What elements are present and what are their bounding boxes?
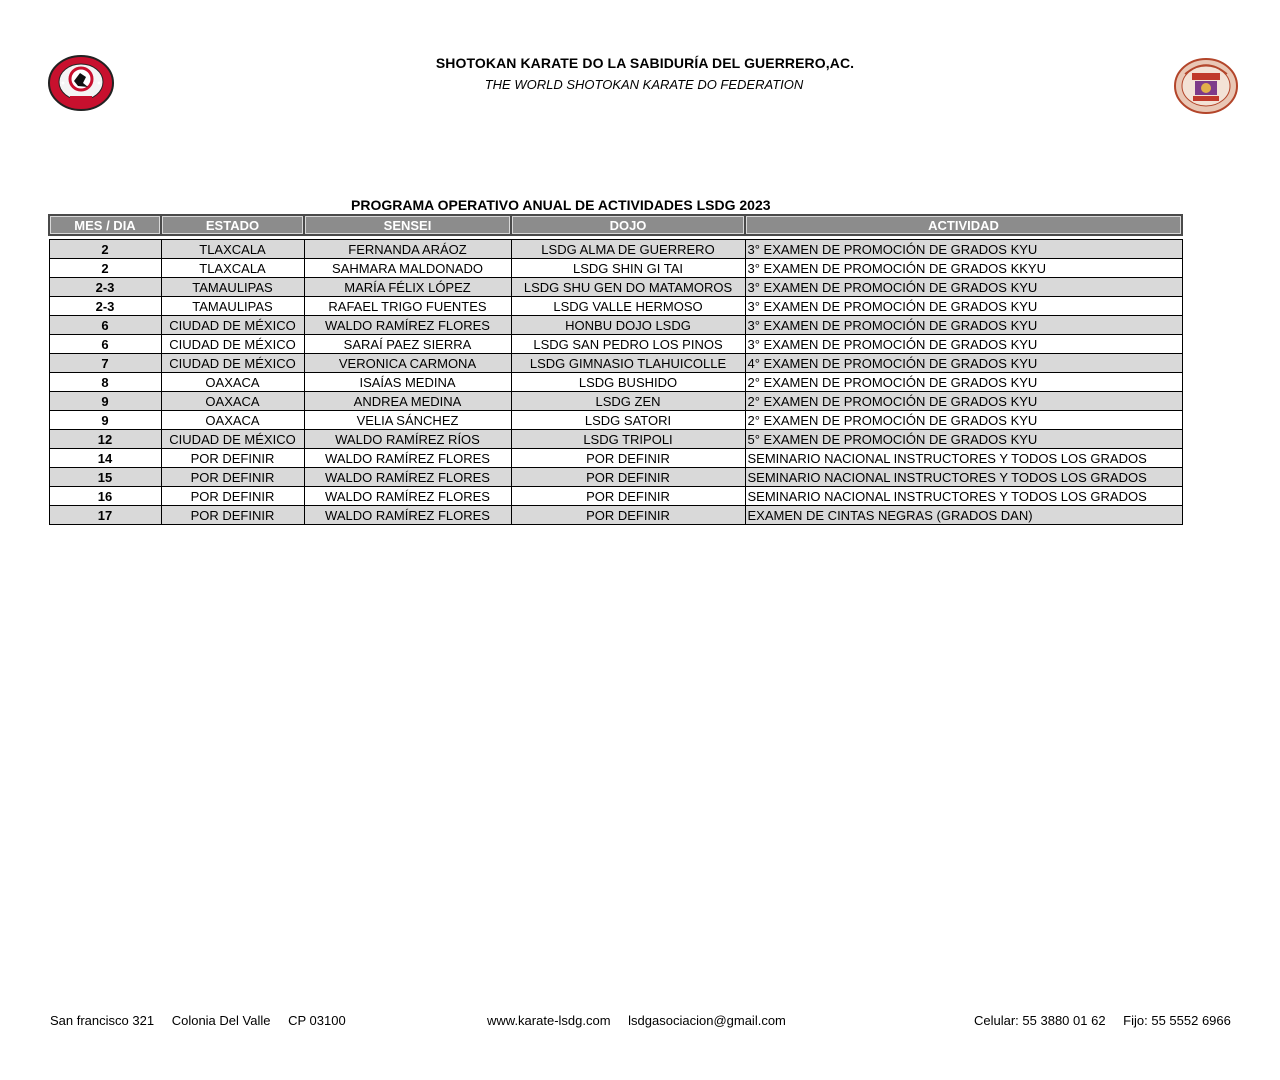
cell-actividad: 3° EXAMEN DE PROMOCIÓN DE GRADOS KKYU (745, 259, 1182, 278)
cell-estado: CIUDAD DE MÉXICO (161, 430, 304, 449)
column-header-sensei: SENSEI (304, 215, 511, 235)
cell-actividad: EXAMEN DE CINTAS NEGRAS (GRADOS DAN) (745, 506, 1182, 525)
cell-dojo: HONBU DOJO LSDG (511, 316, 745, 335)
cell-dojo: POR DEFINIR (511, 487, 745, 506)
cell-estado: POR DEFINIR (161, 506, 304, 525)
cell-mes-dia: 2-3 (49, 278, 161, 297)
cell-sensei: WALDO RAMÍREZ RÍOS (304, 430, 511, 449)
table-header-row (49, 215, 1182, 235)
cell-actividad: 5° EXAMEN DE PROMOCIÓN DE GRADOS KYU (745, 430, 1182, 449)
cell-dojo: POR DEFINIR (511, 506, 745, 525)
cell-actividad: 2° EXAMEN DE PROMOCIÓN DE GRADOS KYU (745, 392, 1182, 411)
table-row (49, 240, 1182, 259)
cell-actividad: 3° EXAMEN DE PROMOCIÓN DE GRADOS KYU (745, 316, 1182, 335)
footer-colonia: Colonia Del Valle (171, 1013, 271, 1028)
cell-dojo: LSDG SAN PEDRO LOS PINOS (511, 335, 745, 354)
cell-sensei: MARÍA FÉLIX LÓPEZ (304, 278, 511, 297)
cell-mes-dia: 7 (49, 354, 161, 373)
cell-dojo: LSDG BUSHIDO (511, 373, 745, 392)
cell-actividad: 3° EXAMEN DE PROMOCIÓN DE GRADOS KYU (745, 240, 1182, 259)
table-row (49, 468, 1182, 487)
table-row (49, 259, 1182, 278)
cell-sensei: ISAÍAS MEDINA (304, 373, 511, 392)
cell-estado: TLAXCALA (161, 259, 304, 278)
cell-sensei: WALDO RAMÍREZ FLORES (304, 468, 511, 487)
cell-dojo: LSDG VALLE HERMOSO (511, 297, 745, 316)
footer-phones (974, 1013, 1231, 1028)
cell-dojo: LSDG SHU GEN DO MATAMOROS (511, 278, 745, 297)
cell-actividad: SEMINARIO NACIONAL INSTRUCTORES Y TODOS LOS GRADOS (745, 468, 1182, 487)
cell-estado: OAXACA (161, 392, 304, 411)
table-row (49, 430, 1182, 449)
cell-sensei: WALDO RAMÍREZ FLORES (304, 487, 511, 506)
cell-mes-dia: 6 (49, 316, 161, 335)
cell-estado: CIUDAD DE MÉXICO (161, 354, 304, 373)
footer-postal-code: CP 03100 (288, 1013, 346, 1028)
table-row (49, 449, 1182, 468)
column-header-estado: ESTADO (161, 215, 304, 235)
cell-sensei: VELIA SÁNCHEZ (304, 411, 511, 430)
cell-estado: POR DEFINIR (161, 468, 304, 487)
activities-table (48, 214, 1183, 525)
cell-estado: OAXACA (161, 411, 304, 430)
cell-dojo: LSDG TRIPOLI (511, 430, 745, 449)
cell-dojo: LSDG SHIN GI TAI (511, 259, 745, 278)
cell-estado: TAMAULIPAS (161, 297, 304, 316)
cell-estado: POR DEFINIR (161, 487, 304, 506)
cell-sensei: RAFAEL TRIGO FUENTES (304, 297, 511, 316)
cell-actividad: 4° EXAMEN DE PROMOCIÓN DE GRADOS KYU (745, 354, 1182, 373)
federation-subtitle: THE WORLD SHOTOKAN KARATE DO FEDERATION (484, 77, 804, 92)
cell-estado: OAXACA (161, 373, 304, 392)
cell-mes-dia: 9 (49, 392, 161, 411)
cell-actividad: SEMINARIO NACIONAL INSTRUCTORES Y TODOS LOS GRADOS (745, 487, 1182, 506)
footer-web-contact (487, 1013, 786, 1028)
table-row (49, 335, 1182, 354)
cell-estado: POR DEFINIR (161, 449, 304, 468)
footer-website-link[interactable]: www.karate-lsdg.com (487, 1013, 611, 1028)
cell-dojo: POR DEFINIR (511, 449, 745, 468)
cell-dojo: LSDG ALMA DE GUERRERO (511, 240, 745, 259)
cell-dojo: LSDG ZEN (511, 392, 745, 411)
table-row (49, 297, 1182, 316)
cell-actividad: 3° EXAMEN DE PROMOCIÓN DE GRADOS KYU (745, 297, 1182, 316)
cell-mes-dia: 12 (49, 430, 161, 449)
table-row (49, 411, 1182, 430)
organization-title: SHOTOKAN KARATE DO LA SABIDURÍA DEL GUERRERO,AC. (435, 55, 855, 71)
footer-street: San francisco 321 (50, 1013, 155, 1028)
cell-mes-dia: 8 (49, 373, 161, 392)
cell-sensei: SAHMARA MALDONADO (304, 259, 511, 278)
cell-actividad: SEMINARIO NACIONAL INSTRUCTORES Y TODOS LOS GRADOS (745, 449, 1182, 468)
cell-sensei: WALDO RAMÍREZ FLORES (304, 506, 511, 525)
cell-sensei: VERONICA CARMONA (304, 354, 511, 373)
cell-mes-dia: 2 (49, 240, 161, 259)
cell-actividad: 2° EXAMEN DE PROMOCIÓN DE GRADOS KYU (745, 373, 1182, 392)
table-row (49, 506, 1182, 525)
cell-mes-dia: 2 (49, 259, 161, 278)
table-row (49, 373, 1182, 392)
cell-sensei: FERNANDA ARÁOZ (304, 240, 511, 259)
cell-estado: TLAXCALA (161, 240, 304, 259)
column-header-actividad: ACTIVIDAD (745, 215, 1182, 235)
cell-mes-dia: 2-3 (49, 297, 161, 316)
footer-email-link[interactable]: lsdgasociacion@gmail.com (628, 1013, 786, 1028)
cell-dojo: LSDG SATORI (511, 411, 745, 430)
table-row (49, 354, 1182, 373)
cell-mes-dia: 6 (49, 335, 161, 354)
cell-actividad: 3° EXAMEN DE PROMOCIÓN DE GRADOS KYU (745, 335, 1182, 354)
cell-mes-dia: 16 (49, 487, 161, 506)
table-row (49, 392, 1182, 411)
cell-sensei: WALDO RAMÍREZ FLORES (304, 316, 511, 335)
cell-mes-dia: 15 (49, 468, 161, 487)
column-header-mes-dia: MES / DIA (49, 215, 161, 235)
program-title: PROGRAMA OPERATIVO ANUAL DE ACTIVIDADES LSDG 2023 (351, 197, 771, 213)
cell-mes-dia: 14 (49, 449, 161, 468)
cell-actividad: 3° EXAMEN DE PROMOCIÓN DE GRADOS KYU (745, 278, 1182, 297)
column-header-dojo: DOJO (511, 215, 745, 235)
cell-sensei: SARAÍ PAEZ SIERRA (304, 335, 511, 354)
cell-mes-dia: 17 (49, 506, 161, 525)
cell-dojo: LSDG GIMNASIO TLAHUICOLLE (511, 354, 745, 373)
cell-estado: TAMAULIPAS (161, 278, 304, 297)
cell-sensei: WALDO RAMÍREZ FLORES (304, 449, 511, 468)
cell-mes-dia: 9 (49, 411, 161, 430)
table-row (49, 278, 1182, 297)
footer-landline-phone: Fijo: 55 5552 6966 (1123, 1013, 1231, 1028)
cell-sensei: ANDREA MEDINA (304, 392, 511, 411)
cell-dojo: POR DEFINIR (511, 468, 745, 487)
cell-estado: CIUDAD DE MÉXICO (161, 335, 304, 354)
table-row (49, 316, 1182, 335)
footer-mobile-phone: Celular: 55 3880 01 62 (974, 1013, 1106, 1028)
cell-actividad: 2° EXAMEN DE PROMOCIÓN DE GRADOS KYU (745, 411, 1182, 430)
table-row (49, 487, 1182, 506)
footer-address (50, 1013, 346, 1028)
cell-estado: CIUDAD DE MÉXICO (161, 316, 304, 335)
